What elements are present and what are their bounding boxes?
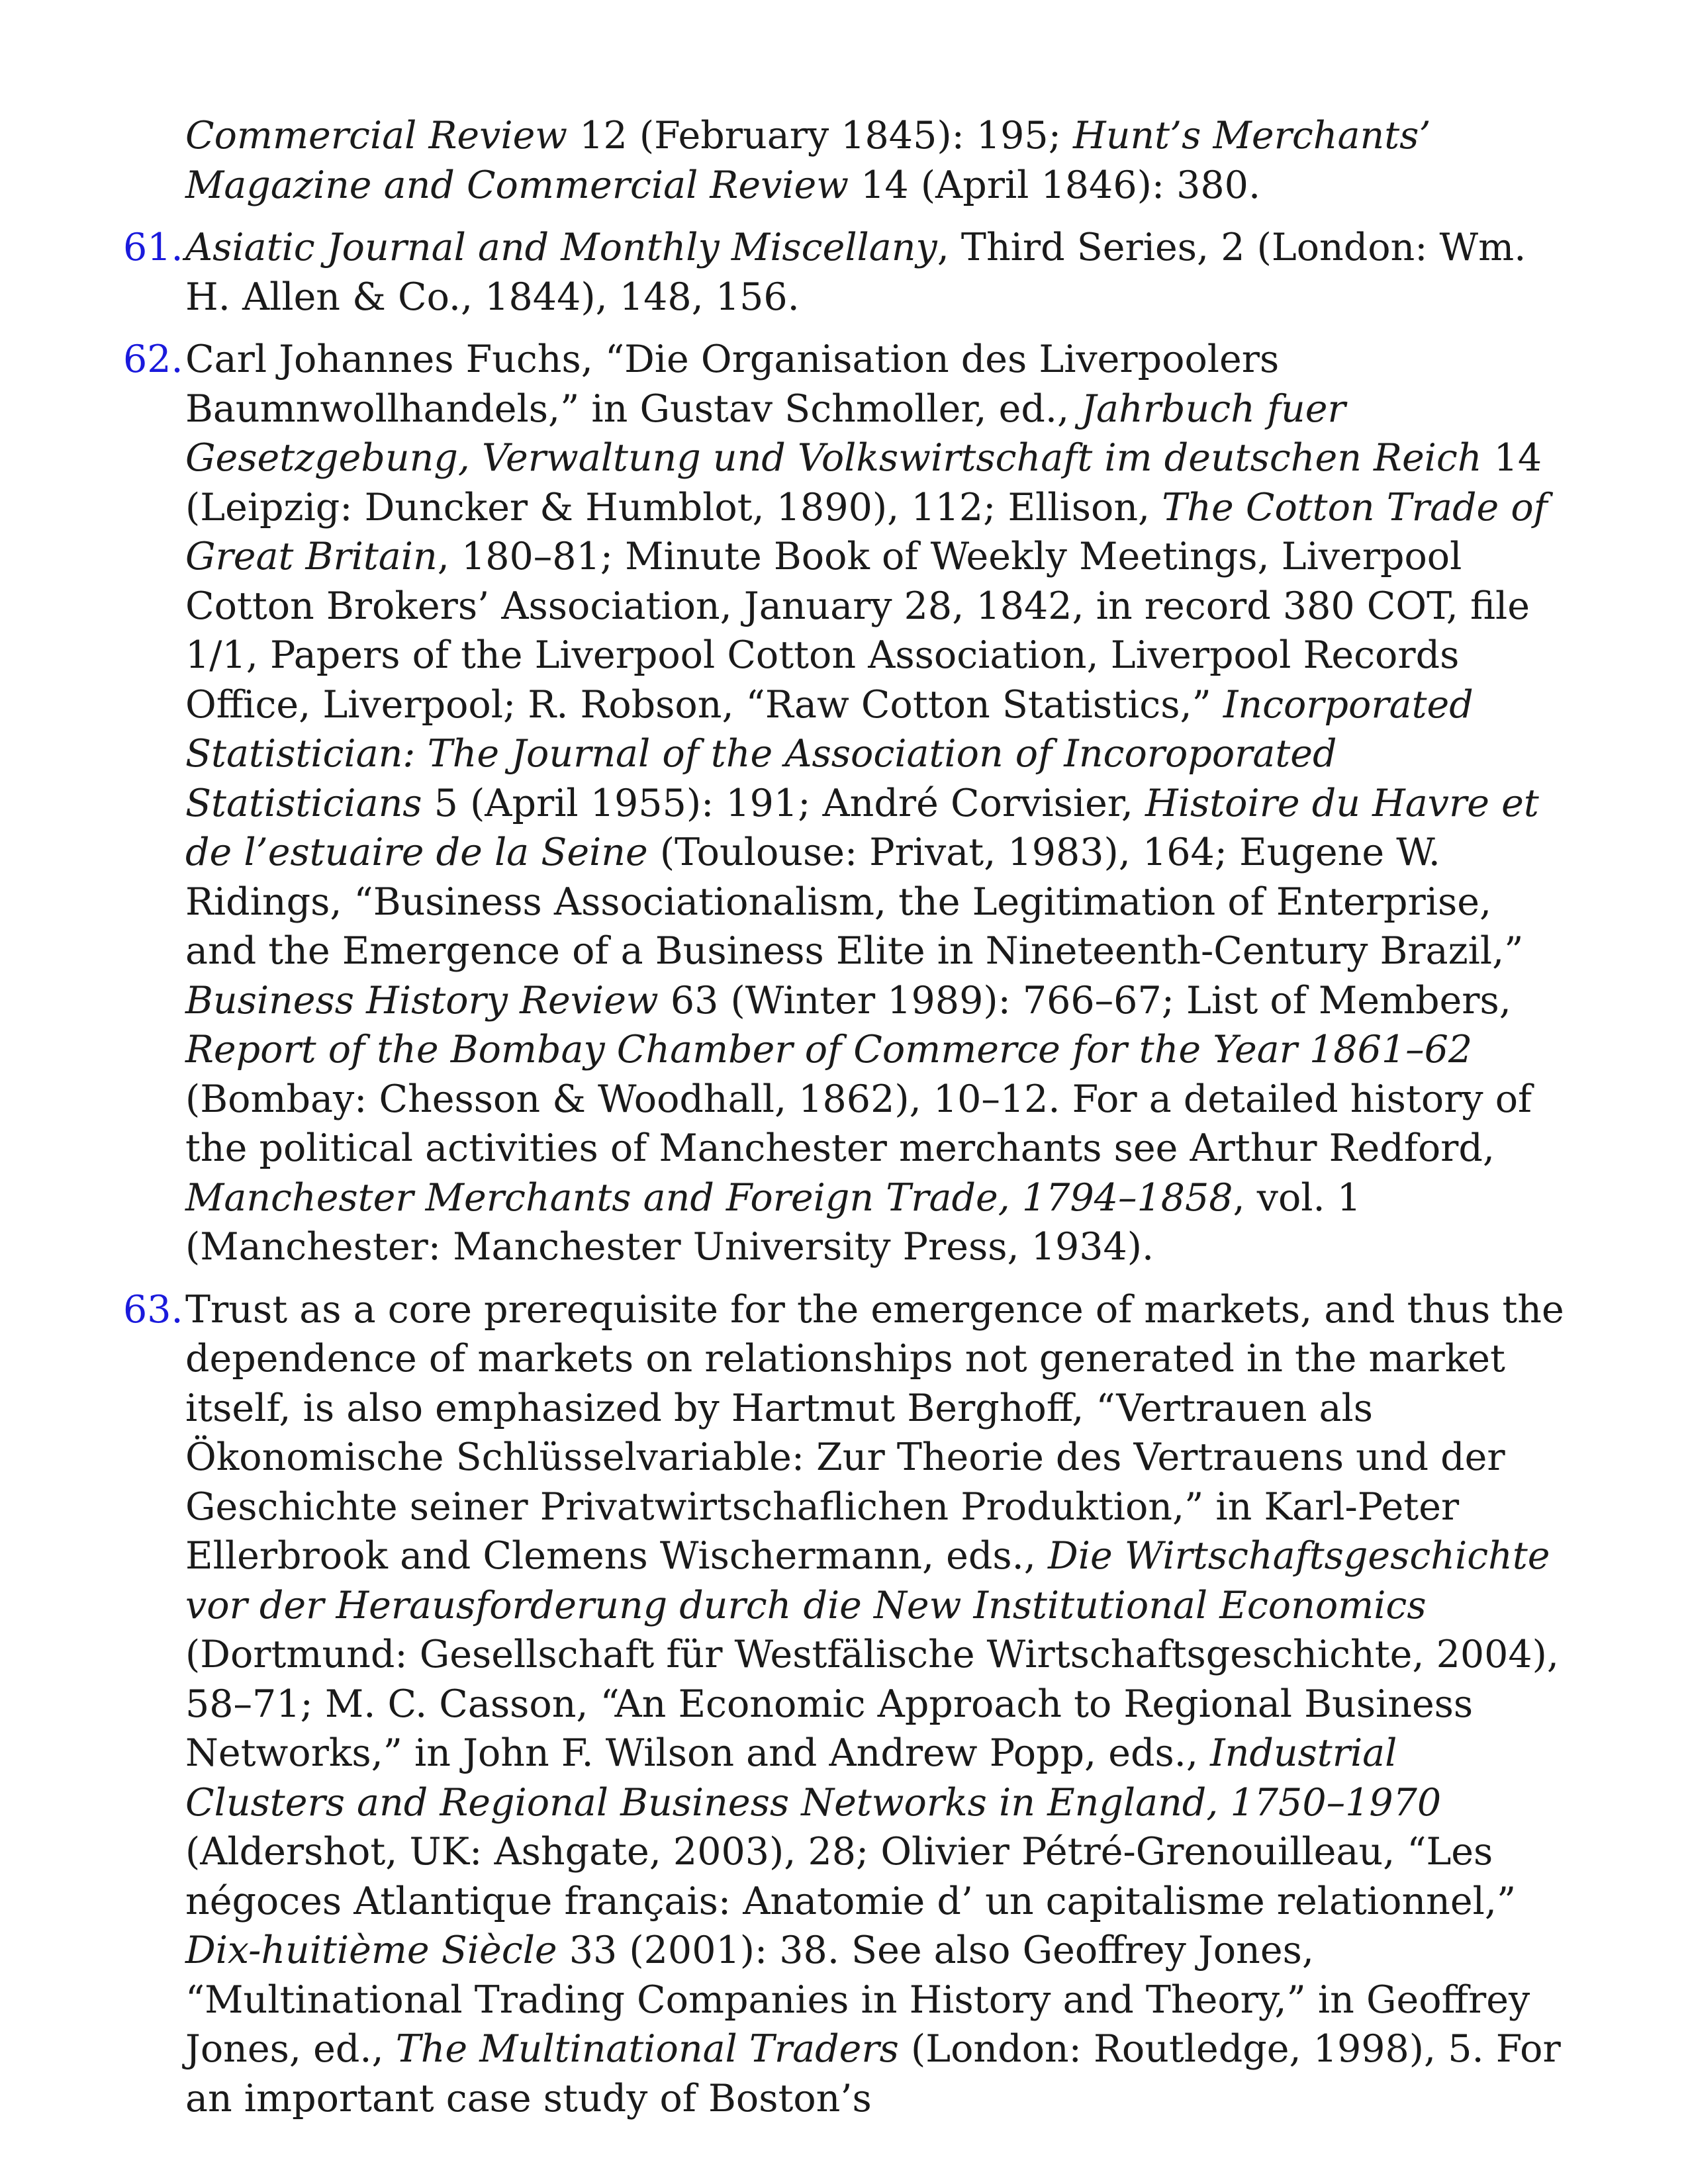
note-text-segment: Asiatic Journal and Monthly Miscellany — [185, 226, 937, 269]
note-text-segment: Hunt’s Merchants’ Magazine and Commercial Review — [185, 114, 1431, 207]
note-text-segment: Manchester Merchants and Foreign Trade, 1794–1858 — [185, 1175, 1233, 1220]
note-text-segment: Industrial Clusters and Regional Business Networks in England, 1750–1970 — [185, 1731, 1442, 1825]
note-text-segment: 12 (February 1845): 195; — [567, 114, 1074, 158]
note-number-link[interactable]: 61. — [123, 226, 183, 269]
note-text-segment: Business History Review — [185, 978, 659, 1023]
note-text-segment: Histoire du Havre et de l’estuaire de la Seine — [185, 781, 1539, 874]
note-text-segment: (Toulouse: Privat, 1983), 164; Eugene W. Ridings, “Business Associationalism, the Legitimation of Enterprise, and the Emergence of a Business Elite in Nineteenth-Century Brazil,” — [185, 831, 1524, 973]
note-text-segment: 63 (Winter 1989): 766–67; List of Members, — [658, 978, 1511, 1023]
note-text-segment: Incorporated Statistician: The Journal of the Association of Incoroporated Statisticians — [185, 682, 1474, 825]
note-text-segment: Commercial Review — [185, 114, 568, 158]
note-text-segment: Report of the Bombay Chamber of Commerce for the Year 1861–62 — [185, 1028, 1473, 1071]
note-text-segment: (Bombay: Chesson & Woodhall, 1862), 10–12. For a detailed history of the political activities of Manchester merchants see Arthur Redford, — [185, 1077, 1532, 1170]
note-text-segment: Die Wirtschaftsgeschichte vor der Herausforderung durch die New Institutional Economics — [185, 1534, 1550, 1627]
note-text-segment: (London: Routledge, 1998), 5. For an important case study of Boston’s — [185, 2027, 1561, 2120]
note-text-segment: 14 (April 1846): 380. — [849, 163, 1261, 207]
note-text-segment: , vol. 1 (Manchester: Manchester University Press, 1934). — [185, 1175, 1362, 1269]
note-text-segment: 5 (April 1955): 191; André Corvisier, — [422, 781, 1146, 825]
endnote-continued — [123, 111, 1566, 210]
note-text-segment: Dix-huitième Siècle — [185, 1929, 557, 1972]
note-text-segment: The Cotton Trade of Great Britain — [185, 485, 1548, 578]
note-text-segment: Jahrbuch fuer Gesetzgebung, Verwaltung und Volkswirtschaft im deutschen Reich — [185, 387, 1482, 480]
note-text-segment: 33 (2001): 38. See also Geoffrey Jones, “Multinational Trading Companies in History and Theory,” in Geoffrey Jones, ed., — [185, 1929, 1530, 2071]
note-text-segment: 14 (Leipzig: Duncker & Humblot, 1890), 112; Ellison, — [185, 436, 1542, 529]
note-text-segment: The Multinational Traders — [395, 2027, 899, 2071]
note-number-link[interactable]: 63. — [123, 1287, 183, 1332]
endnote-63 — [123, 1285, 1566, 2124]
note-text-segment: (Dortmund: Gesellschaft für Westfälische Wirtschaftsgeschichte, 2004), 58–71; M. C. Casson, “An Economic Approach to Regional Business Networks,” in John F. Wilson and Andrew Popp, eds., — [185, 1633, 1560, 1775]
note-text-segment: , 180–81; Minute Book of Weekly Meetings, Liverpool Cotton Brokers’ Association, January 28, 1842, in record 380 COT, file 1/1, Papers of the Liverpool Cotton Association, Liverpool Records Office, Liverpool; R. Robson, “Raw Cotton Statistics,” — [185, 535, 1530, 727]
endnote-61 — [123, 223, 1566, 322]
endnotes-list — [123, 111, 1566, 2136]
note-text-segment: (Aldershot, UK: Ashgate, 2003), 28; Olivier Pétré-Grenouilleau, “Les négoces Atlantique français: Anatomie d’ un capitalisme relationnel,” — [185, 1830, 1517, 1923]
endnote-62 — [123, 335, 1566, 1272]
note-number-link[interactable]: 62. — [123, 338, 183, 381]
note-text-segment: , Third Series, 2 (London: Wm. H. Allen & Co., 1844), 148, 156. — [185, 226, 1526, 319]
note-text-segment: Trust as a core prerequisite for the emergence of markets, and thus the dependence of markets on relationships not generated in the market itself, is also emphasized by Hartmut Berghoff, “Vertrauen als Ökonomische Schlüsselvariable: Zur Theorie des Vertrauens und der Geschichte seiner Privatwirtschaflichen Produktion,” in Karl-Peter Ellerbrook and Clemens Wischermann, eds., — [185, 1287, 1564, 1578]
note-text-segment: Carl Johannes Fuchs, “Die Organisation des Liverpoolers Baumnwollhandels,” in Gustav Schmoller, ed., — [185, 338, 1280, 431]
